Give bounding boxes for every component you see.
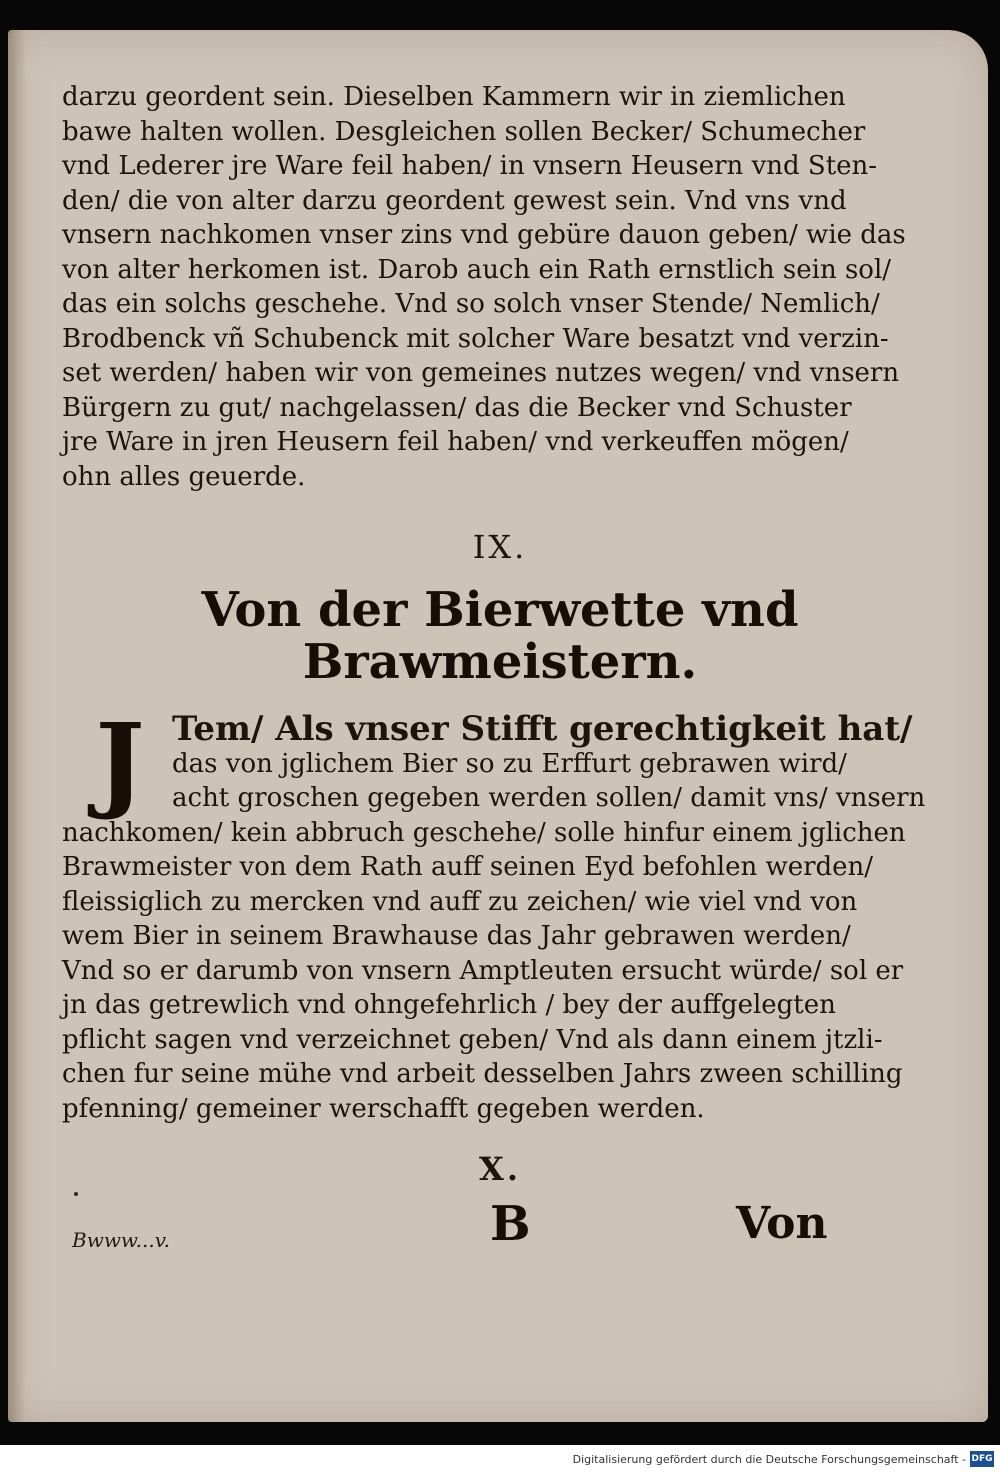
dfg-logo-icon: DFG — [970, 1451, 994, 1467]
text-line: Tem/ Als vnser Stifft gerechtigkeit hat/ — [172, 709, 913, 749]
paragraph-1 — [62, 80, 906, 494]
text-line: set werden/ haben wir von gemeines nutzes wegen/ vnd vnsern — [62, 358, 900, 388]
section-heading-line-1: Von der Bierwette vnd — [201, 582, 799, 638]
paragraph-2 — [62, 700, 926, 1126]
text-line: jn das getrewlich vnd ohngefehrlich / bey der auffgelegten — [62, 990, 836, 1020]
text-line: jre Ware in jren Heusern feil haben/ vnd verkeuffen mögen/ — [62, 427, 849, 457]
text-line: wem Bier in seinem Brawhause das Jahr gebrawen werden/ — [62, 921, 851, 951]
text-line: von alter herkomen ist. Darob auch ein Rath ernstlich sein sol/ — [62, 254, 892, 285]
text-line: pfenning/ gemeiner werschafft gegeben werden. — [62, 1093, 705, 1124]
text-line: fleissiglich zu mercken vnd auff zu zeichen/ wie viel vnd von — [62, 886, 858, 917]
text-line: das von jglichem Bier so zu Erffurt gebrawen wird/ — [172, 748, 847, 779]
text-line: darzu geordent sein. Dieselben Kammern wir in ziemlichen — [62, 82, 846, 112]
section-heading-line-2: Brawmeistern. — [302, 634, 698, 690]
text-line: pflicht sagen vnd verzeichnet geben/ Vnd als dann einem jtzli- — [62, 1024, 883, 1055]
text-line: Vnd so er darumb von vnsern Amptleuten ersucht würde/ sol er — [62, 955, 904, 986]
footer-credit: Digitalisierung gefördert durch die Deutsche Forschungsgemeinschaft - — [572, 1453, 966, 1466]
catchword: Von — [736, 1198, 828, 1249]
drop-cap-initial: J — [95, 700, 145, 823]
text-line: acht groschen gegeben werden sollen/ damit vns/ vnsern — [172, 783, 926, 813]
ink-mark — [74, 1192, 78, 1196]
text-line: Bürgern zu gut/ nachgelassen/ das die Becker vnd Schuster — [62, 392, 852, 423]
next-section-number: X. — [479, 1150, 521, 1188]
footer-bar — [0, 1445, 1000, 1474]
text-line: ohn alles geuerde. — [62, 461, 306, 492]
text-line: chen fur seine mühe vnd arbeit desselben Jahrs zween schilling — [62, 1059, 903, 1089]
text-line: den/ die von alter darzu geordent gewest sein. Vnd vns vnd — [62, 185, 847, 216]
text-line: Brodbenck vñ Schubenck mit solcher Ware besatzt vnd verzin- — [62, 323, 889, 354]
text-line: bawe halten wollen. Desgleichen sollen Becker/ Schumecher — [62, 116, 866, 147]
text-line: vnd Lederer jre Ware feil haben/ in vnsern Heusern vnd Sten- — [62, 151, 878, 181]
text-line: nachkomen/ kein abbruch geschehe/ solle hinfur einem jglichen — [62, 817, 906, 848]
text-line: das ein solchs geschehe. Vnd so solch vnser Stende/ Nemlich/ — [62, 289, 880, 319]
text-line: Brawmeister von dem Rath auff seinen Eyd befohlen werden/ — [62, 852, 874, 882]
signature-mark: B — [490, 1196, 531, 1252]
signature-note: Bwww...v. — [72, 1228, 171, 1252]
section-number: IX. — [472, 528, 528, 566]
text-line: vnsern nachkomen vnser zins vnd gebüre dauon geben/ wie das — [62, 220, 906, 250]
